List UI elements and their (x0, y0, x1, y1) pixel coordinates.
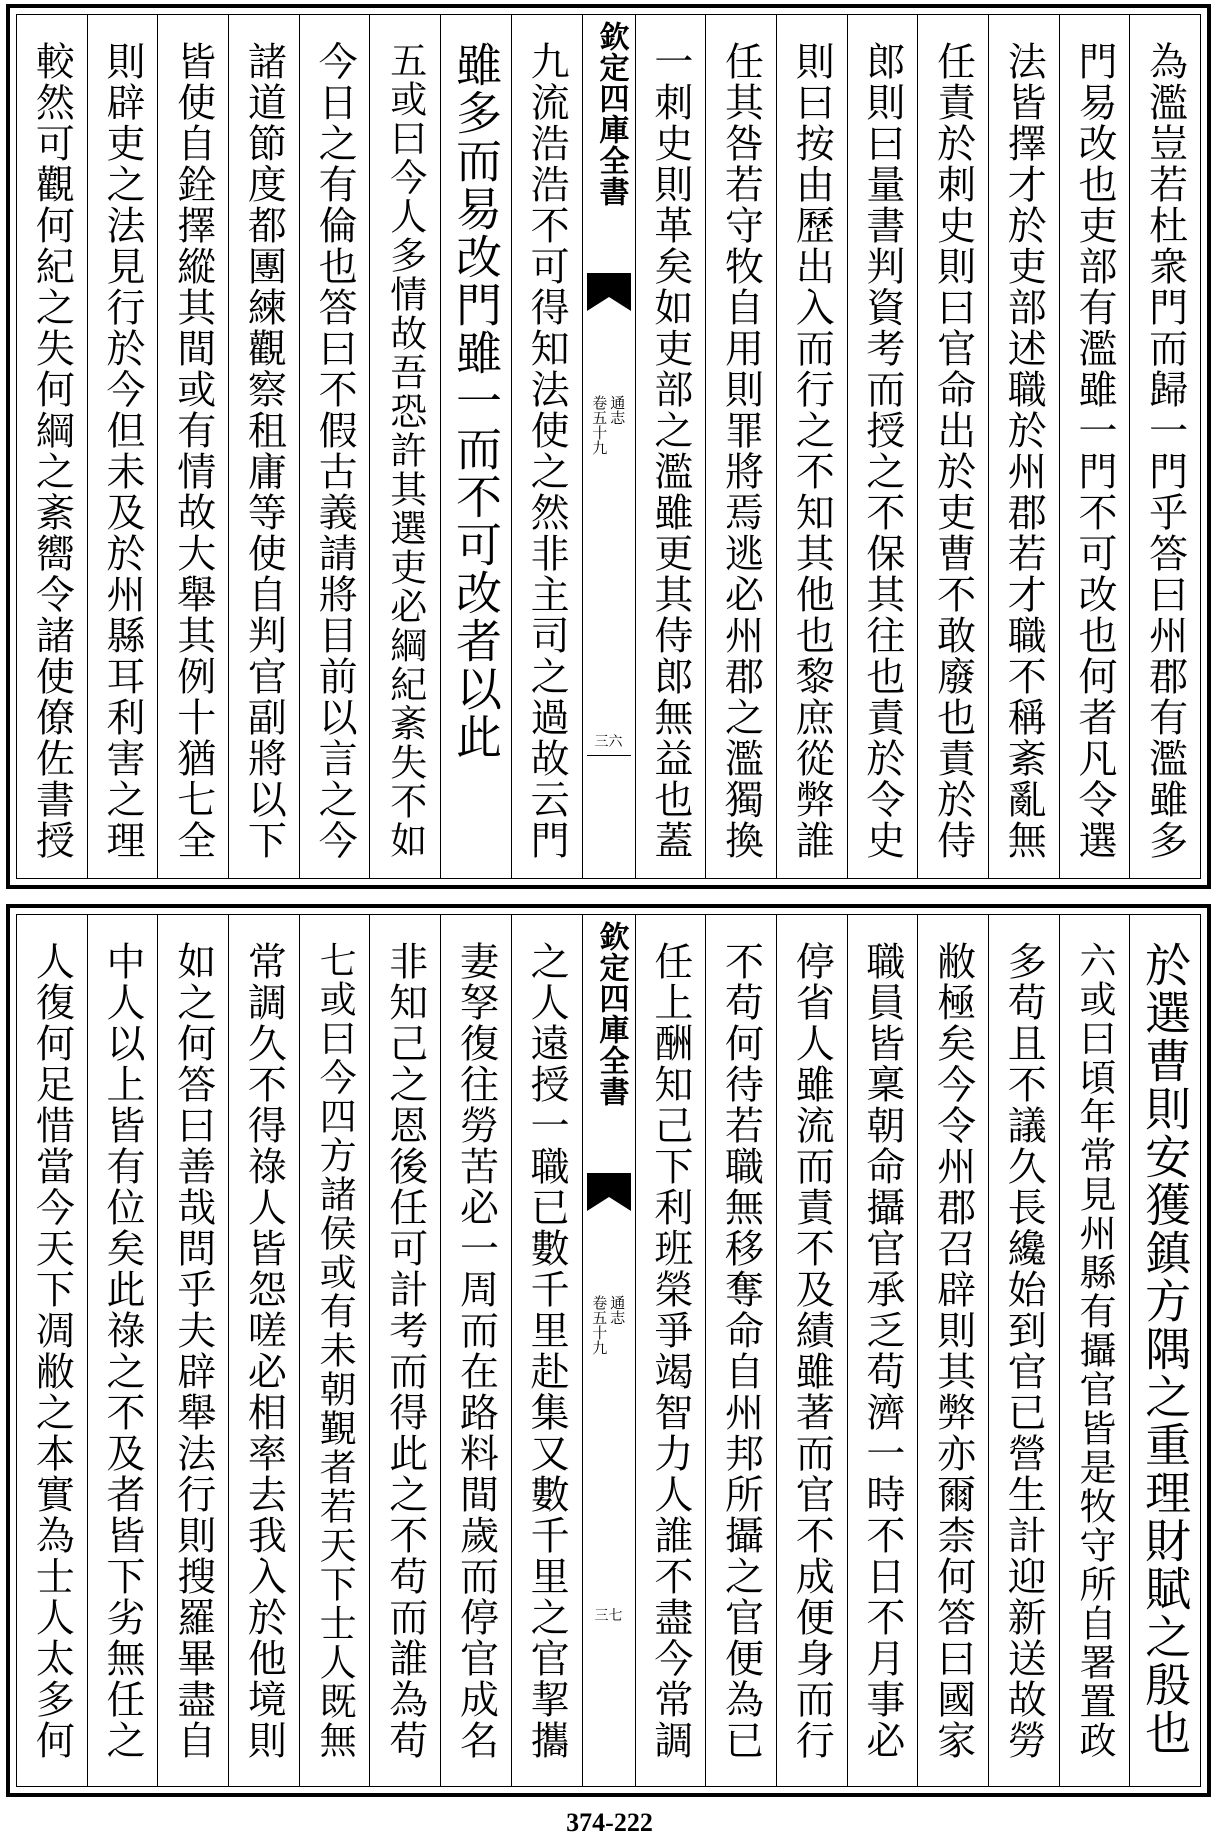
text-column (17, 915, 87, 1786)
column-text: 九流浩浩不可得知法使之然非主司之過故云門 (524, 41, 570, 861)
column-text: 如之何答曰善哉問乎夫辟舉法行則搜羅畢盡自 (170, 941, 216, 1761)
column-text: 今日之有倫也答曰不假古義請將目前以言之今 (312, 41, 358, 861)
text-column (369, 15, 440, 878)
fishtail-mark-icon (587, 1173, 631, 1221)
center-title: 欽定四庫全書 (593, 21, 629, 207)
text-column (299, 15, 370, 878)
column-text: 於選曹則安獲鎮方隅之重理財賦之殷也 (1138, 941, 1193, 1757)
text-column (369, 915, 440, 1786)
text-column (776, 15, 847, 878)
fishtail-mark-icon (587, 273, 631, 321)
column-text: 之人遠授一職已數千里赴集又數千里之官挈攜 (524, 941, 570, 1761)
column-text: 任責於刺史則曰官命出於吏曹不敢廢也責於侍 (930, 41, 976, 861)
text-column (87, 915, 158, 1786)
center-volume: 卷五十九 (590, 1295, 609, 1355)
column-text: 門易改也吏部有濫雖一門不可改也何者凡令選 (1071, 41, 1117, 861)
text-column (1059, 15, 1130, 878)
text-column (917, 915, 988, 1786)
text-column (847, 915, 918, 1786)
center-divider (587, 755, 631, 756)
text-column (228, 915, 299, 1786)
column-text: 多苟且不議久長纔始到官已營生計迎新送故勞 (1001, 941, 1047, 1761)
text-column (705, 15, 776, 878)
column-text: 任上酬知己下利班榮爭竭智力人誰不盡今常調 (647, 941, 693, 1761)
text-column (87, 15, 158, 878)
text-column (847, 15, 918, 878)
text-column (511, 15, 582, 878)
page-number: 374-222 (566, 1808, 653, 1837)
center-fold (582, 915, 635, 1786)
column-text: 雖多而易改門雖一而不可改者以此 (448, 41, 503, 761)
text-column (1129, 915, 1200, 1786)
column-text: 七或曰今四方諸侯或有未朝覲者若天下士人既無 (313, 941, 357, 1760)
column-text: 一刺史則革矣如吏部之濫雖更其侍郎無益也蓋 (647, 41, 693, 861)
column-text: 不苟何待若職無移奪命自州邦所攝之官便為已 (718, 941, 764, 1761)
center-title: 欽定四庫全書 (593, 921, 629, 1107)
text-column (988, 15, 1059, 878)
text-column (157, 915, 228, 1786)
top-page (6, 4, 1211, 889)
center-page-number: 三六 (594, 734, 623, 750)
text-column (1129, 15, 1200, 878)
column-text: 妻孥復往勞苦必一周而在路料間歲而停官成名 (453, 941, 499, 1761)
column-text: 五或曰今人多情故吾恐許其選吏必綱紀紊失不如 (383, 41, 427, 860)
text-column (988, 915, 1059, 1786)
center-book-name: 通志 (608, 1295, 627, 1325)
center-book-name: 通志 (608, 395, 627, 425)
center-page-number: 三七 (594, 1608, 623, 1624)
text-column (17, 15, 87, 878)
column-text: 中人以上皆有位矣此祿之不及者皆下劣無任之 (100, 941, 146, 1761)
column-text: 為濫豈若杜衆門而歸一門乎答曰州郡有濫雖多 (1142, 41, 1188, 861)
text-column (511, 915, 582, 1786)
text-column (1059, 915, 1130, 1786)
column-text: 停省人雖流而責不及績雖著而官不成便身而行 (789, 941, 835, 1761)
column-text: 敝極矣今令州郡召辟則其弊亦爾柰何答曰國家 (930, 941, 976, 1761)
text-column (635, 15, 706, 878)
text-column (440, 15, 511, 878)
text-column (157, 15, 228, 878)
top-page-frame (16, 14, 1201, 879)
text-column (776, 915, 847, 1786)
column-text: 非知己之恩後任可計考而得此之不苟而誰為苟 (382, 941, 428, 1761)
column-text: 職員皆稟朝命攝官承乏苟濟一時不日不月事必 (859, 941, 905, 1761)
column-text: 任其咎若守牧自用則罪將焉逃必州郡之濫獨換 (718, 41, 764, 861)
text-column (705, 915, 776, 1786)
column-text: 諸道節度都團練觀察租庸等使自判官副將以下 (241, 41, 287, 861)
column-text: 皆使自銓擇縱其間或有情故大舉其例十猶七全 (170, 41, 216, 861)
column-text: 六或曰頃年常見州縣有攝官皆是牧守所自署置政 (1072, 941, 1116, 1760)
center-fold (582, 15, 635, 878)
text-column (440, 915, 511, 1786)
column-text: 則辟吏之法見行於今但未及於州縣耳利害之理 (100, 41, 146, 861)
column-text: 人復何足惜當今天下凋敝之本實為士人太多何 (29, 941, 75, 1761)
column-text: 常調久不得祿人皆怨嗟必相率去我入於他境則 (241, 941, 287, 1761)
bottom-page-frame (16, 914, 1201, 1787)
bottom-page (6, 904, 1211, 1797)
column-text: 法皆擇才於吏部述職於州郡若才職不稱紊亂無 (1001, 41, 1047, 861)
text-column (299, 915, 370, 1786)
column-text: 則曰按由歷出入而行之不知其他也黎庶從弊誰 (789, 41, 835, 861)
text-column (228, 15, 299, 878)
column-text: 較然可觀何紀之失何綱之紊嚮令諸使僚佐書授 (29, 41, 75, 861)
column-text: 郎則曰量書判資考而授之不保其往也責於令史 (859, 41, 905, 861)
text-column (917, 15, 988, 878)
center-volume: 卷五十九 (590, 395, 609, 455)
text-column (635, 915, 706, 1786)
